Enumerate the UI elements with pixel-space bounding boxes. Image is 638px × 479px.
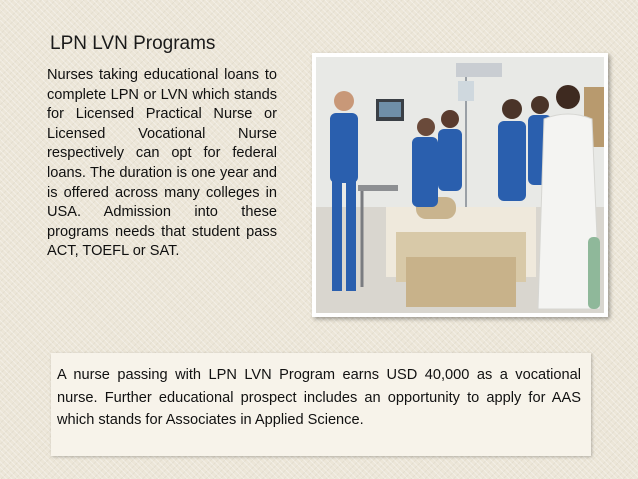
summary-paragraph: A nurse passing with LPN LVN Program earns USD 40,000 as a vocational nurse. Further educational prospect includes an opportunity to apply for AAS which stands for Associates in Applied Science. [57,367,581,429]
nursing-class-photo [312,53,608,317]
intro-paragraph: Nurses taking educational loans to complete LPN or LVN which stands for Licensed Practical Nurse or Licensed Vocational Nurse respectively can opt for federal loans. The duration is one year and is offered across many colleges in USA. Admission into these programs needs that student pass ACT, TOEFL or SAT. [47,67,277,260]
slide-title: LPN LVN Programs [50,33,216,54]
nursing-class-photo-icon [316,57,604,313]
summary-box [51,353,591,456]
